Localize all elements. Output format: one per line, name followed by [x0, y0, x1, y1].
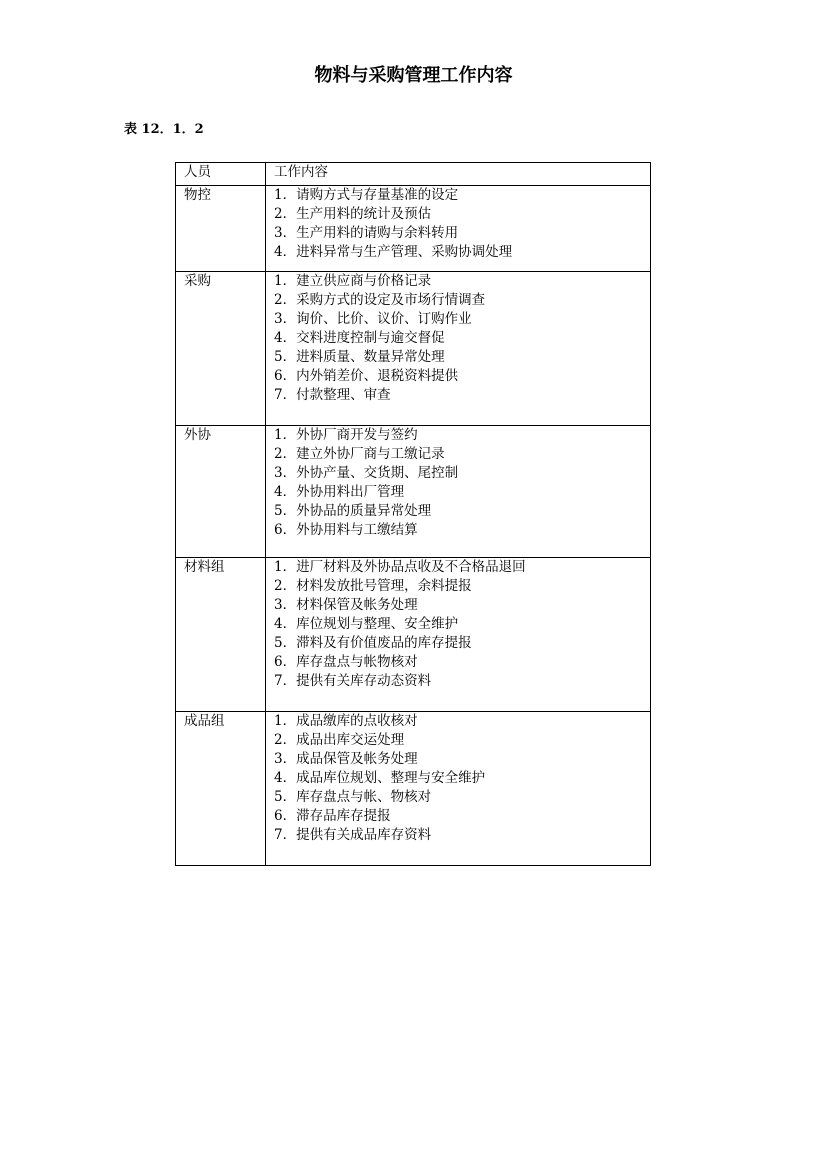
- header-work-content: 工作内容: [266, 163, 651, 186]
- task-item: 7．付款整理、审查: [274, 387, 391, 403]
- task-list: [274, 272, 642, 405]
- table-row: [176, 558, 651, 712]
- task-item: 4．进料异常与生产管理、采购协调处理: [274, 244, 513, 260]
- task-list: [274, 558, 642, 691]
- task-item: 6．滞存品库存提报: [274, 808, 391, 824]
- tasks-cell: [266, 186, 651, 272]
- role-cell: 物控: [176, 186, 266, 272]
- task-item: 2．材料发放批号管理，余料提报: [274, 578, 472, 594]
- role-cell: 采购: [176, 272, 266, 426]
- table-row: [176, 272, 651, 426]
- task-item: 1．进厂材料及外协品点收及不合格品退回: [274, 559, 526, 575]
- task-item: 2．采购方式的设定及市场行情调查: [274, 292, 486, 308]
- role-cell: 成品组: [176, 712, 266, 866]
- table-row: [176, 426, 651, 558]
- task-item: 4．交料进度控制与逾交督促: [274, 330, 445, 346]
- task-item: 5．滞料及有价值废品的库存提报: [274, 635, 472, 651]
- task-item: 6．外协用料与工缴结算: [274, 522, 418, 538]
- tasks-cell: [266, 272, 651, 426]
- table-row: [176, 186, 651, 272]
- task-item: 4．成品库位规划、整理与安全维护: [274, 770, 486, 786]
- task-list: [274, 712, 642, 845]
- task-item: 3．询价、比价、议价、订购作业: [274, 311, 472, 327]
- table-header-row: [176, 163, 651, 186]
- task-item: 2．成品出库交运处理: [274, 732, 405, 748]
- task-item: 3．成品保管及帐务处理: [274, 751, 418, 767]
- task-item: 5．外协品的质量异常处理: [274, 503, 432, 519]
- task-list: [274, 426, 642, 540]
- work-content-table: [175, 162, 651, 866]
- tasks-cell: [266, 712, 651, 866]
- task-item: 6．内外销差价、退税资料提供: [274, 368, 459, 384]
- task-item: 3．生产用料的请购与余料转用: [274, 225, 459, 241]
- task-item: 4．库位规划与整理、安全维护: [274, 616, 459, 632]
- task-item: 3．材料保管及帐务处理: [274, 597, 418, 613]
- task-item: 1．请购方式与存量基准的设定: [274, 187, 459, 203]
- table-number-label: 表 12．1．2: [124, 122, 204, 137]
- task-item: 7．提供有关成品库存资料: [274, 827, 432, 843]
- role-cell: 外协: [176, 426, 266, 558]
- task-item: 1．外协厂商开发与签约: [274, 427, 418, 443]
- tasks-cell: [266, 426, 651, 558]
- task-item: 3．外协产量、交货期、尾控制: [274, 465, 459, 481]
- document-title: 物料与采购管理工作内容: [314, 65, 513, 86]
- task-item: 2．生产用料的统计及预估: [274, 206, 432, 222]
- task-item: 6．库存盘点与帐物核对: [274, 654, 418, 670]
- task-item: 5．库存盘点与帐、物核对: [274, 789, 432, 805]
- task-list: [274, 186, 642, 262]
- table-row: [176, 712, 651, 866]
- role-cell: 材料组: [176, 558, 266, 712]
- task-item: 2．建立外协厂商与工缴记录: [274, 446, 445, 462]
- task-item: 5．进料质量、数量异常处理: [274, 349, 445, 365]
- task-item: 1．建立供应商与价格记录: [274, 273, 432, 289]
- task-item: 7．提供有关库存动态资料: [274, 673, 432, 689]
- task-item: 4．外协用料出厂管理: [274, 484, 405, 500]
- tasks-cell: [266, 558, 651, 712]
- header-personnel: 人员: [176, 163, 266, 186]
- task-item: 1．成品缴库的点收核对: [274, 713, 418, 729]
